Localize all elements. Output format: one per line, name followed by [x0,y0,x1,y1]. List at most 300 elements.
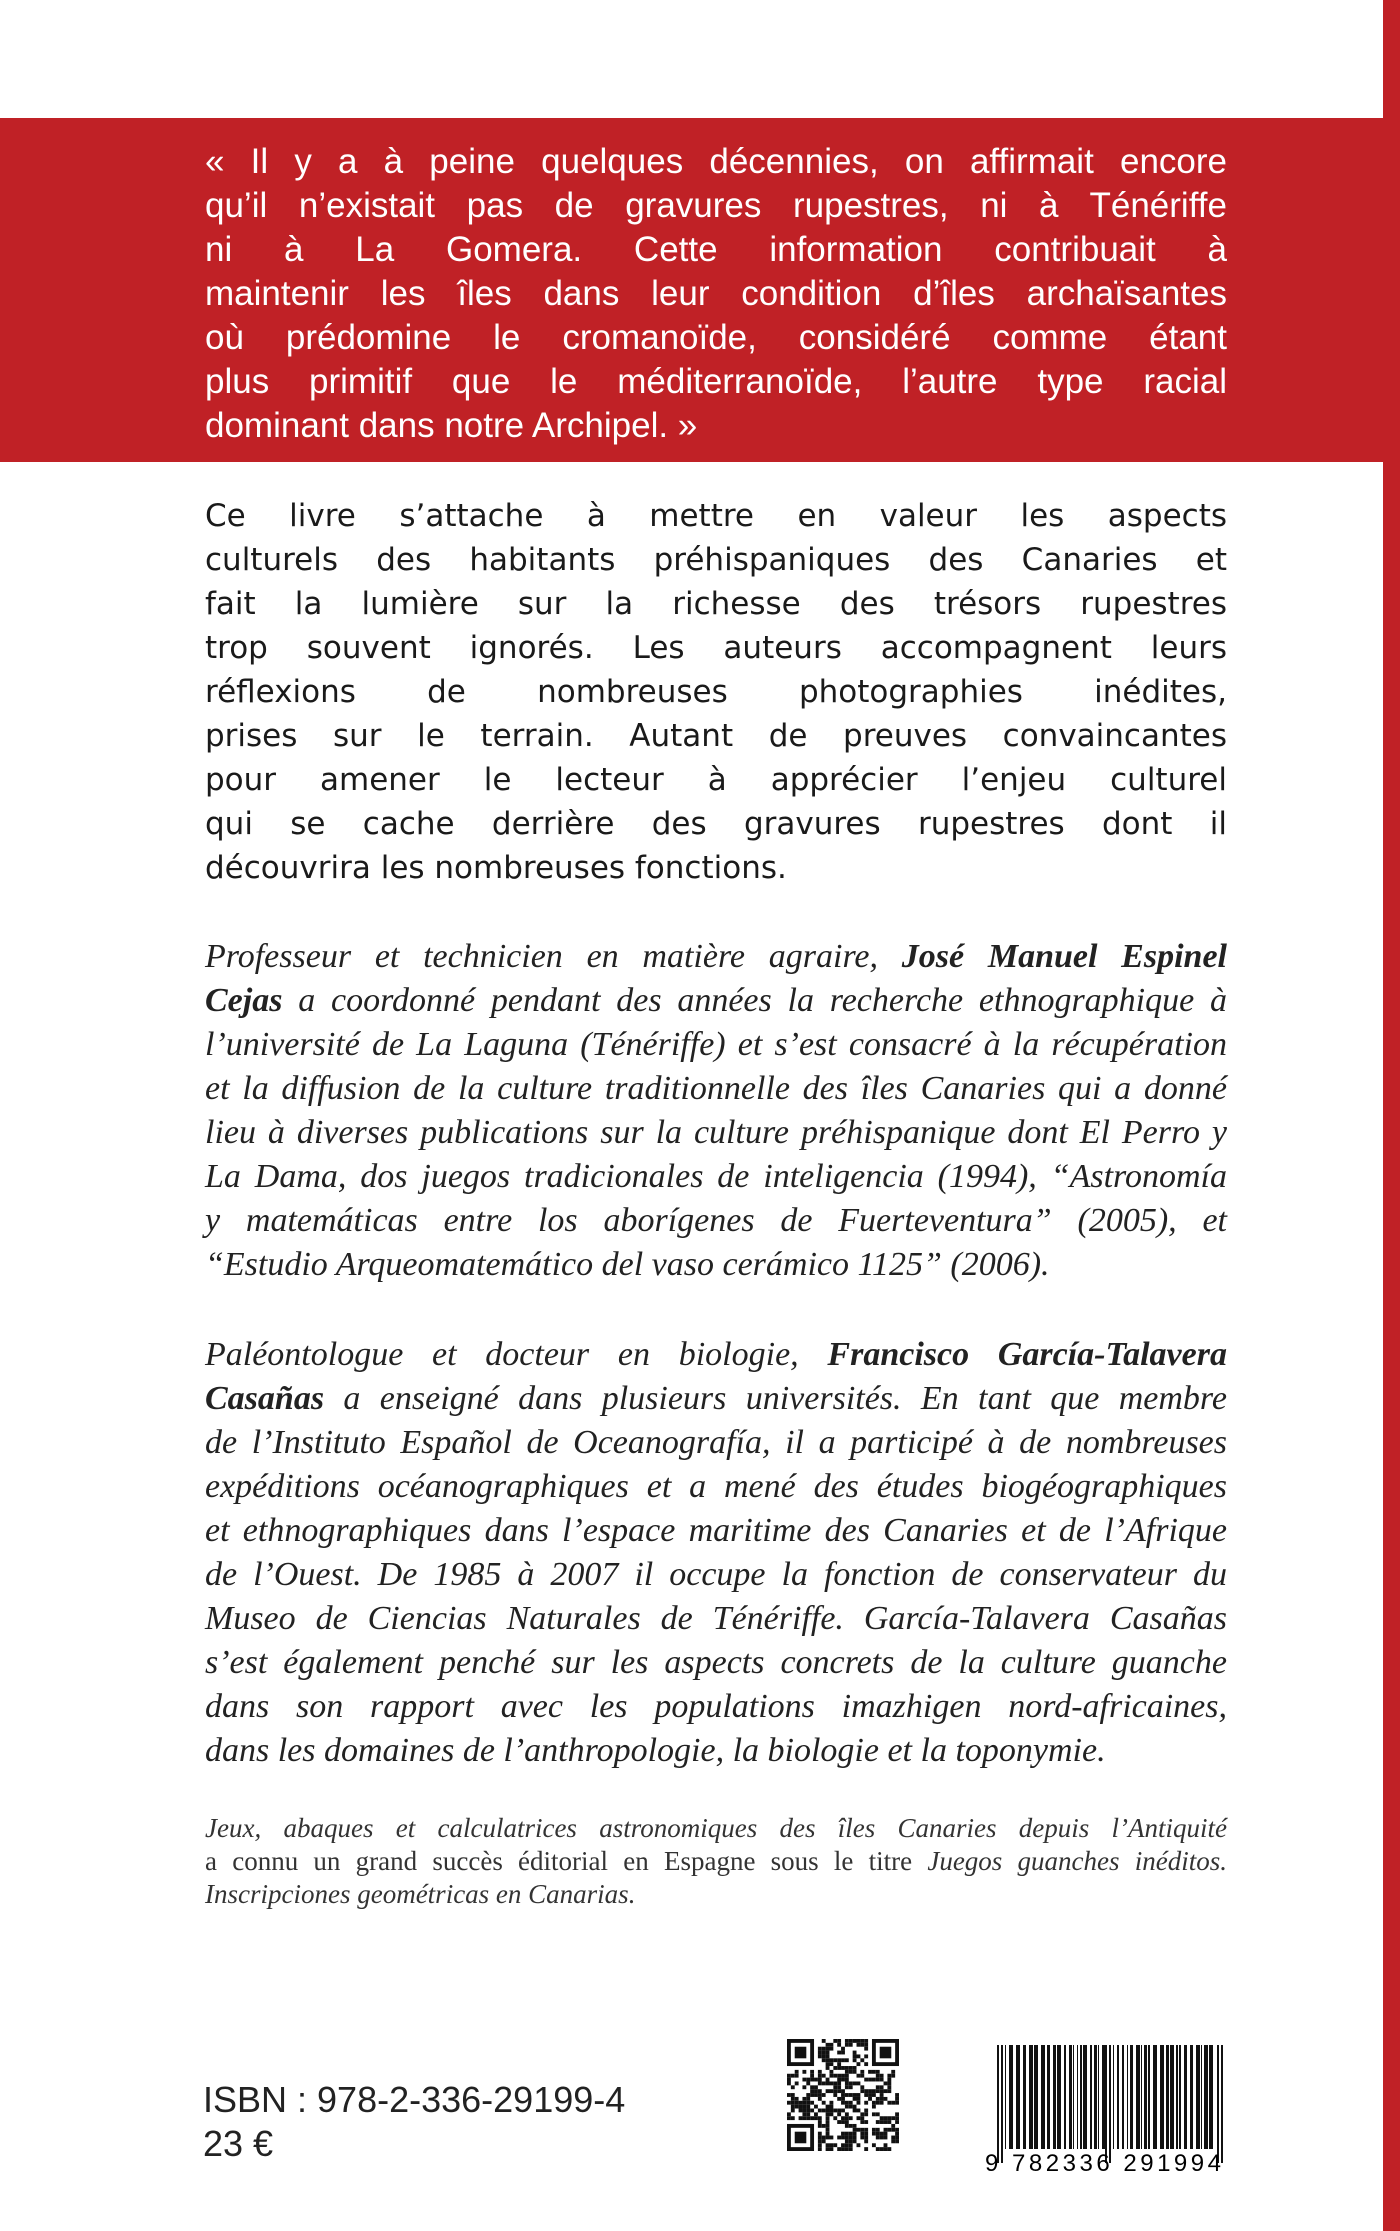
qr-module [864,2047,868,2051]
text-line [205,1812,1227,1845]
qr-module [837,2097,841,2101]
text-line [205,1729,1227,1773]
qr-module [818,2070,822,2074]
qr-module [826,2066,830,2070]
qr-module [833,2143,837,2147]
text-line: plus primitif que le méditerranoïde, l’autre type racial [205,362,1227,401]
qr-module [891,2124,895,2128]
qr-module [853,2051,857,2055]
qr-module [822,2101,826,2105]
edition-note [205,1812,1227,1911]
qr-module [895,2116,899,2120]
qr-module [810,2109,814,2113]
qr-module [864,2109,868,2113]
qr-module [810,2116,814,2120]
qr-module [853,2058,857,2062]
text-segment: Museo de Ciencias Naturales de Ténériffe. García-Talavera Casañas [205,1600,1227,1637]
qr-module [860,2085,864,2089]
qr-module [795,2081,799,2085]
qr-module [860,2089,864,2093]
qr-module [818,2051,822,2055]
qr-module [829,2105,833,2109]
qr-module [864,2093,868,2097]
qr-module [880,2078,884,2082]
text-line [205,1878,1227,1911]
qr-module [860,2120,864,2124]
qr-module [795,2097,799,2101]
barcode-bar [1047,2045,1050,2149]
qr-module [876,2078,880,2082]
qr-module [802,2101,806,2105]
qr-module [891,2116,895,2120]
qr-module [829,2089,833,2093]
qr-module [876,2070,880,2074]
qr-module [818,2078,822,2082]
qr-module [891,2070,895,2074]
qr-module [833,2109,837,2113]
text-segment: Paléontologue et docteur en biologie, [205,1336,828,1373]
qr-module [864,2039,868,2043]
qr-module [818,2120,822,2124]
qr-module [880,2120,884,2124]
barcode-bar [997,2045,999,2163]
qr-module [841,2109,845,2113]
qr-module [872,2093,876,2097]
qr-module [857,2054,861,2058]
barcode-bar [1176,2045,1178,2149]
barcode-bar [1190,2045,1193,2149]
qr-module [860,2039,864,2043]
qr-module [895,2112,899,2116]
qr-module [857,2128,861,2132]
text-line [205,1243,1227,1287]
qr-module [829,2136,833,2140]
qr-module [826,2136,830,2140]
qr-module [864,2089,868,2093]
qr-module [895,2128,899,2132]
qr-module [802,2116,806,2120]
barcode-bar [1001,2045,1003,2163]
qr-module [845,2070,849,2074]
text-line [205,1199,1227,1243]
qr-module [826,2109,830,2113]
text-line: où prédomine le cromanoïde, considéré comme étant [205,318,1227,357]
qr-module [864,2054,868,2058]
qr-module [845,2101,849,2105]
qr-module [822,2054,826,2058]
qr-module [841,2143,845,2147]
qr-module [837,2109,841,2113]
qr-module [829,2081,833,2085]
text-line: ni à La Gomera. Cette information contribuait à [205,230,1227,269]
qr-module [849,2043,853,2047]
qr-module [837,2043,841,2047]
qr-module [826,2147,830,2151]
qr-module [802,2085,806,2089]
qr-module [849,2143,853,2147]
qr-module [880,2101,884,2105]
barcode-bar [1098,2045,1099,2149]
qr-module [837,2136,841,2140]
qr-module [884,2120,888,2124]
barcode-bar [1170,2045,1174,2149]
qr-module [872,2078,876,2082]
qr-module [818,2124,822,2128]
barcode-bar [1105,2045,1107,2163]
text-line [205,1333,1227,1377]
qr-module [837,2039,841,2043]
qr-module [845,2043,849,2047]
qr-module [802,2112,806,2116]
qr-module [872,2112,876,2116]
qr-module [849,2081,853,2085]
qr-module [849,2101,853,2105]
qr-module [818,2136,822,2140]
qr-module [829,2062,833,2066]
barcode-bar [1094,2045,1097,2149]
qr-module [837,2089,841,2093]
qr-module [857,2062,861,2066]
qr-module [822,2051,826,2055]
qr-module [895,2097,899,2101]
qr-module [806,2097,810,2101]
text-line [205,1641,1227,1685]
qr-module [860,2132,864,2136]
qr-module [826,2105,830,2109]
barcode-bar [1179,2045,1181,2149]
qr-module [853,2124,857,2128]
text-line [205,935,1227,979]
text-line [205,979,1227,1023]
qr-module [853,2066,857,2070]
qr-module [860,2070,864,2074]
qr-module [837,2066,841,2070]
qr-module [876,2101,880,2105]
text-segment: et ethnographiques dans l’espace maritime des Canaries et de l’Afrique [205,1512,1227,1549]
qr-module [880,2132,884,2136]
qr-module [826,2120,830,2124]
qr-module [841,2097,845,2101]
qr-module [826,2112,830,2116]
qr-module [853,2081,857,2085]
qr-module [868,2093,872,2097]
author-name: Francisco García-Talavera [827,1336,1227,1373]
qr-module [849,2093,853,2097]
barcode-bar [1153,2045,1157,2149]
qr-module [818,2054,822,2058]
text-segment: dans son rapport avec les populations imazhigen nord-africaines, [205,1688,1227,1725]
text-line [205,1421,1227,1465]
qr-module [818,2132,822,2136]
author-bio-espinel [205,935,1227,1287]
qr-module [853,2097,857,2101]
qr-module [860,2074,864,2078]
qr-module [826,2132,830,2136]
qr-module [787,2101,791,2105]
qr-module [853,2039,857,2043]
qr-module [849,2116,853,2120]
barcode-bar [1057,2045,1061,2149]
qr-module [826,2081,830,2085]
right-red-edge [1383,0,1400,2231]
qr-module [857,2143,861,2147]
qr-module [884,2132,888,2136]
qr-module [829,2147,833,2151]
qr-module [806,2109,810,2113]
qr-module [895,2093,899,2097]
qr-module [845,2120,849,2124]
qr-module [868,2070,872,2074]
qr-module [829,2074,833,2078]
text-line: trop souvent ignorés. Les auteurs accompagnent leurs [205,630,1227,666]
qr-module [853,2105,857,2109]
qr-module [845,2143,849,2147]
qr-module [884,2128,888,2132]
qr-module [845,2074,849,2078]
text-line [205,1553,1227,1597]
barcode-bar [1083,2045,1087,2149]
text-line: qui se cache derrière des gravures rupestres dont il [205,806,1227,842]
qr-module [891,2101,895,2105]
qr-module [884,2116,888,2120]
qr-module [891,2074,895,2078]
qr-module [826,2116,830,2120]
qr-module [845,2066,849,2070]
qr-module [845,2124,849,2128]
barcode-bar [1184,2045,1187,2149]
qr-module [837,2078,841,2082]
qr-module [841,2136,845,2140]
barcode-bar [1136,2045,1140,2149]
qr-module [787,2112,791,2116]
qr-module [887,2101,891,2105]
qr-module [895,2120,899,2124]
qr-module [837,2120,841,2124]
qr-module [818,2116,822,2120]
price: 23 € [203,2123,274,2164]
text-line [205,1845,1227,1878]
barcode-bar [1166,2045,1169,2149]
author-name: Casañas [205,1380,325,1417]
qr-module [853,2128,857,2132]
qr-module [829,2112,833,2116]
qr-module [887,2078,891,2082]
qr-module [810,2078,814,2082]
qr-module [895,2136,899,2140]
qr-module [857,2109,861,2113]
qr-module [857,2039,861,2043]
qr-module [837,2051,841,2055]
qr-module [853,2093,857,2097]
qr-module [860,2043,864,2047]
barcode-bar [1034,2045,1038,2149]
qr-module [818,2074,822,2078]
isbn-barcode [985,2045,1229,2173]
author-name: José Manuel Espinel [901,938,1227,975]
qr-module [887,2128,891,2132]
qr-module [829,2043,833,2047]
qr-module [884,2089,888,2093]
qr-module [891,2139,895,2143]
qr-module [833,2074,837,2078]
qr-module [799,2116,803,2120]
barcode-bar [1053,2045,1056,2149]
qr-module [810,2074,814,2078]
qr-module [872,2070,876,2074]
qr-module [833,2089,837,2093]
qr-module [864,2062,868,2066]
qr-module [887,2081,891,2085]
qr-module [810,2101,814,2105]
qr-module [799,2101,803,2105]
qr-module [868,2078,872,2082]
qr-module [845,2136,849,2140]
qr-module [849,2105,853,2109]
qr-module [860,2112,864,2116]
qr-module [849,2136,853,2140]
qr-module [814,2093,818,2097]
qr-module [887,2085,891,2089]
qr-module [876,2112,880,2116]
qr-module [880,2136,884,2140]
text-segment: expéditions océanographiques et a mené des études biogéographiques [205,1468,1227,1505]
qr-module [826,2089,830,2093]
qr-module [826,2124,830,2128]
qr-module [791,2109,795,2113]
qr-module [841,2132,845,2136]
text-line: prises sur le terrain. Autant de preuves convaincantes [205,718,1227,754]
barcode-bar [1023,2045,1026,2149]
qr-module [822,2139,826,2143]
qr-module [845,2147,849,2151]
qr-module [880,2093,884,2097]
qr-module [845,2112,849,2116]
qr-module [837,2085,841,2089]
text-segment: Professeur et technicien en matière agraire, [205,938,902,975]
barcode-bar [1016,2045,1020,2149]
qr-module [841,2051,845,2055]
qr-module [841,2047,845,2051]
text-line [205,1377,1227,1421]
qr-module [876,2097,880,2101]
qr-module [864,2112,868,2116]
qr-module [860,2116,864,2120]
qr-module [845,2039,849,2043]
qr-module [880,2047,892,2059]
barcode-bar [1204,2045,1208,2149]
qr-module [864,2139,868,2143]
barcode-bar [1217,2045,1219,2163]
book-description [205,494,1227,890]
qr-module [841,2058,845,2062]
qr-module [802,2070,806,2074]
qr-module [829,2070,833,2074]
qr-module [841,2078,845,2082]
qr-module [826,2062,830,2066]
qr-module [884,2143,888,2147]
qr-module [849,2139,853,2143]
qr-module [872,2143,876,2147]
barcode-bar [1144,2045,1147,2149]
qr-module [837,2074,841,2078]
qr-module [876,2089,880,2093]
qr-module [887,2116,891,2120]
text-line [205,1067,1227,1111]
qr-module [787,2081,791,2085]
qr-module [864,2078,868,2082]
barcode-bar [1117,2045,1119,2149]
qr-module [845,2132,849,2136]
text-segment: l’université de La Laguna (Ténériffe) et s’est consacré à la récupération [205,1026,1227,1063]
qr-module [864,2101,868,2105]
qr-module [853,2054,857,2058]
qr-module [833,2039,837,2043]
qr-module [876,2128,880,2132]
qr-module [895,2132,899,2136]
text-segment: Juegos guanches inéditos. [927,1846,1227,1876]
qr-module [845,2081,849,2085]
qr-module [814,2112,818,2116]
qr-module [822,2058,826,2062]
text-line: maintenir les îles dans leur condition d’îles archaïsantes [205,274,1227,313]
qr-module [876,2120,880,2124]
qr-module [876,2136,880,2140]
qr-module [791,2105,795,2109]
text-line: Ce livre s’attache à mettre en valeur les aspects [205,498,1227,534]
text-segment: de l’Ouest. De 1985 à 2007 il occupe la fonction de conservateur du [205,1556,1227,1593]
text-line: qu’il n’existait pas de gravures rupestres, ni à Ténériffe [205,186,1227,225]
qr-module [795,2070,799,2074]
qr-module [818,2109,822,2113]
qr-module [872,2128,876,2132]
barcode-bar [1041,2045,1045,2149]
qr-module [787,2093,791,2097]
qr-module [833,2066,837,2070]
qr-module [806,2116,810,2120]
qr-module [826,2043,830,2047]
qr-module [829,2101,833,2105]
barcode-bar [1009,2045,1013,2149]
text-line [205,1465,1227,1509]
text-segment: y matemáticas entre los aborígenes de Fuerteventura” (2005), et [205,1202,1227,1239]
qr-module [791,2116,795,2120]
qr-module [826,2047,830,2051]
qr-module [818,2097,822,2101]
text-segment: “Estudio Arqueomatemático del vaso cerámico 1125” (2006). [205,1246,1050,1283]
text-line [205,1155,1227,1199]
qr-module [841,2093,845,2097]
qr-module [880,2097,884,2101]
qr-module [802,2097,806,2101]
barcode-bar [1122,2045,1124,2149]
qr-module [826,2058,830,2062]
barcode-bar [1080,2045,1082,2149]
qr-module [837,2058,841,2062]
qr-module [791,2097,795,2101]
qr-module [837,2112,841,2116]
qr-module [822,2047,826,2051]
qr-module [841,2066,845,2070]
qr-module [891,2136,895,2140]
qr-module [826,2078,830,2082]
qr-module [814,2105,818,2109]
qr-module [787,2116,791,2120]
qr-module [806,2081,810,2085]
qr-module [884,2147,888,2151]
barcode-bar [1148,2045,1150,2149]
qr-module [818,2147,822,2151]
qr-module [872,2101,876,2105]
